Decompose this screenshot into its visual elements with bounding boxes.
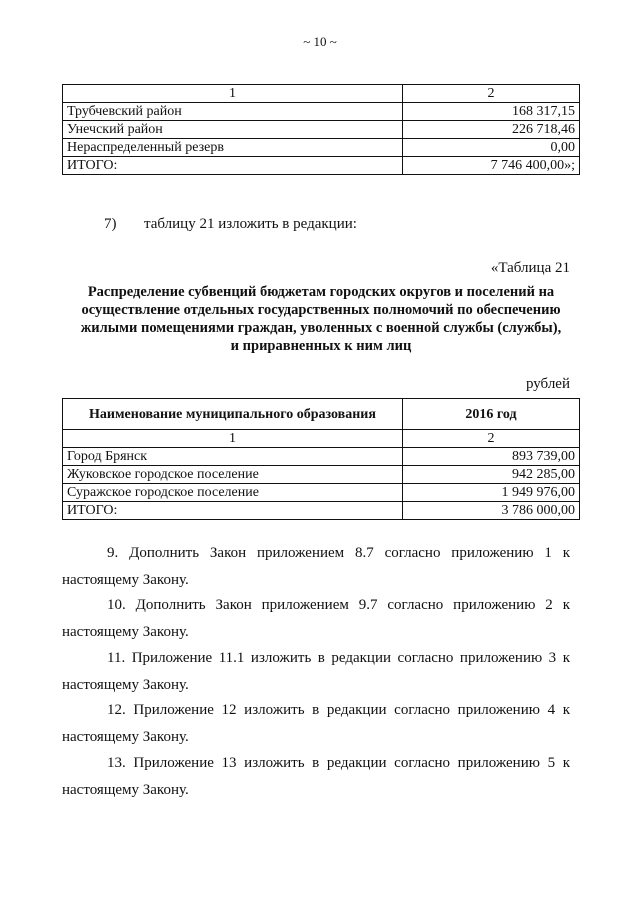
row-value: 1 949 976,00 [403,484,580,502]
row-value: 942 285,00 [403,466,580,484]
column-number: 1 [63,430,403,448]
row-value: 168 317,15 [403,103,580,121]
subvention-table [62,398,580,520]
page-number: ~ 10 ~ [303,34,337,49]
row-name: ИТОГО: [63,502,403,520]
row-name: Город Брянск [63,448,403,466]
paragraph-line: настоящему Закону. [62,782,189,798]
paragraph-line: 13. Приложение 13 изложить в редакции согласно приложению 5 к [107,755,570,771]
column-number: 2 [403,85,580,103]
paragraph-line: настоящему Закону. [62,729,189,745]
table-title [62,283,580,355]
paragraph-9 [62,540,570,594]
units-label: рублей [525,376,570,392]
paragraph-13 [62,750,570,804]
column-number: 1 [63,85,403,103]
row-value: 226 718,46 [403,121,580,139]
column-header-year: 2016 год [403,399,580,430]
instruction-text: таблицу 21 изложить в редакции: [144,216,357,232]
table-row [63,448,580,466]
row-name: Нераспределенный резерв [63,139,403,157]
row-name: Суражское городское поселение [63,484,403,502]
instruction-7 [104,216,357,233]
row-name: ИТОГО: [63,157,403,175]
row-value: 893 739,00 [403,448,580,466]
table-row [63,103,580,121]
instruction-number: 7) [104,216,117,232]
table-row [63,484,580,502]
paragraph-line: 9. Дополнить Закон приложением 8.7 согласно приложению 1 к [107,545,570,561]
table-number-row [63,430,580,448]
paragraph-11 [62,645,570,699]
table-header-row [63,85,580,103]
table-title-line: жилыми помещениями граждан, уволенных с военной службы (службы), [80,320,562,336]
row-name: Трубчевский район [63,103,403,121]
paragraph-10 [62,592,570,646]
table-header-row [63,399,580,430]
table-row [63,157,580,175]
paragraph-line: 11. Приложение 11.1 изложить в редакции согласно приложению 3 к [107,650,570,666]
row-value: 3 786 000,00 [403,502,580,520]
table-title-line: Распределение субвенций бюджетам городских округов и поселений на [87,284,555,300]
table-row [63,466,580,484]
paragraph-line: 10. Дополнить Закон приложением 9.7 согласно приложению 2 к [107,597,570,613]
table-title-line: и приравненных к ним лиц [230,338,412,354]
row-value: 0,00 [403,139,580,157]
paragraph-12 [62,697,570,751]
row-value: 7 746 400,00»; [403,157,580,175]
row-name: Унечский район [63,121,403,139]
table-title-line: осуществление отдельных государственных полномочий по обеспечению [81,302,561,318]
table-continuation [62,84,580,175]
table-label: «Таблица 21 [490,260,570,276]
row-name: Жуковское городское поселение [63,466,403,484]
paragraph-line: настоящему Закону. [62,572,189,588]
paragraph-line: настоящему Закону. [62,677,189,693]
table-row [63,139,580,157]
table-row [63,502,580,520]
paragraph-line: настоящему Закону. [62,624,189,640]
column-number: 2 [403,430,580,448]
column-header-name: Наименование муниципального образования [63,399,403,430]
table-row [63,121,580,139]
paragraph-line: 12. Приложение 12 изложить в редакции согласно приложению 4 к [107,702,570,718]
